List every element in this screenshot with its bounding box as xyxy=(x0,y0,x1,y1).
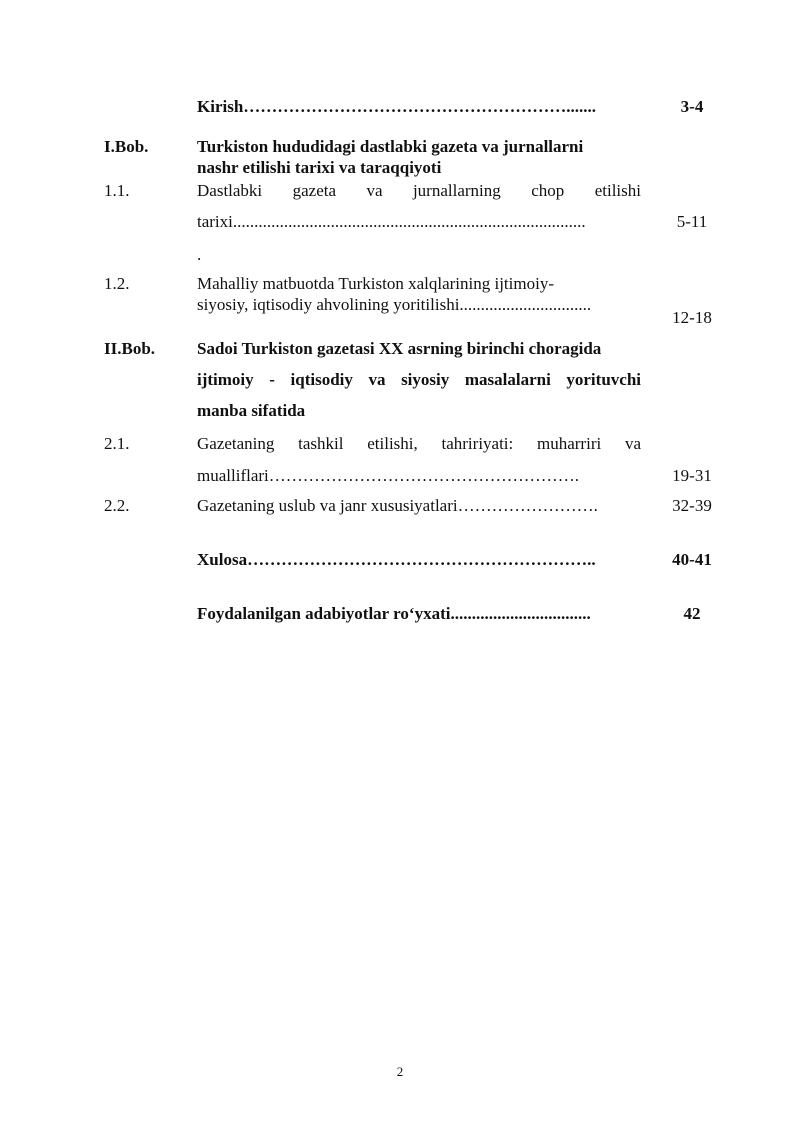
toc-bob2-title-line3: manba sifatida xyxy=(197,401,306,420)
toc-s12-page: 12-18 xyxy=(672,308,712,327)
toc-s12-line2: siyosiy, iqtisodiy ahvolining yoritilishi............................... xyxy=(197,295,592,314)
toc-bob2-label: II.Bob. xyxy=(104,339,156,358)
toc-bob1-label: I.Bob. xyxy=(104,137,149,156)
toc-s11-page: 5-11 xyxy=(676,212,708,231)
toc-s22-label: 2.2. xyxy=(104,496,130,515)
toc-s21-label: 2.1. xyxy=(104,434,130,453)
toc-s11-label: 1.1. xyxy=(104,181,130,200)
toc-bob1-title-line2: nashr etilishi tarixi va taraqqiyoti xyxy=(197,158,442,177)
toc-s11-line1: Dastlabki gazeta va jurnallarning chop etilishi xyxy=(197,181,641,200)
page-number: 2 xyxy=(396,1064,404,1079)
toc-bob2-title-line2: ijtimoiy - iqtisodiy va siyosiy masalalarni yorituvchi xyxy=(197,370,641,389)
toc-xulosa-page: 40-41 xyxy=(672,550,712,569)
toc-s12-label: 1.2. xyxy=(104,274,130,293)
toc-s21-line2: mualliflari………………………………………………. xyxy=(197,466,580,485)
toc-kirish: Kirish…………………………………………………....... xyxy=(197,97,597,116)
toc-xulosa: Xulosa…………………………………………………….. xyxy=(197,550,596,569)
toc-s21-page: 19-31 xyxy=(672,466,712,485)
toc-s21-line1: Gazetaning tashkil etilishi, tahririyati: muharriri va xyxy=(197,434,641,453)
toc-kirish-page: 3-4 xyxy=(680,97,704,116)
toc-references: Foydalanilgan adabiyotlar ro‘yxati................................. xyxy=(197,604,591,623)
toc-references-page: 42 xyxy=(683,604,701,623)
toc-s12-line1: Mahalliy matbuotda Turkiston xalqlarining ijtimoiy- xyxy=(197,274,554,293)
toc-s22-page: 32-39 xyxy=(672,496,712,515)
toc-s11-line2: tarixi................................................................................... xyxy=(197,212,586,231)
toc-bob2-title-line1: Sadoi Turkiston gazetasi XX asrning birinchi choragida xyxy=(197,339,602,358)
toc-s11-line3: . xyxy=(197,245,202,264)
toc-bob1-title-line1: Turkiston hududidagi dastlabki gazeta va jurnallarni xyxy=(197,137,584,156)
toc-s22-line1: Gazetaning uslub va janr xususiyatlari……………………. xyxy=(197,496,598,515)
